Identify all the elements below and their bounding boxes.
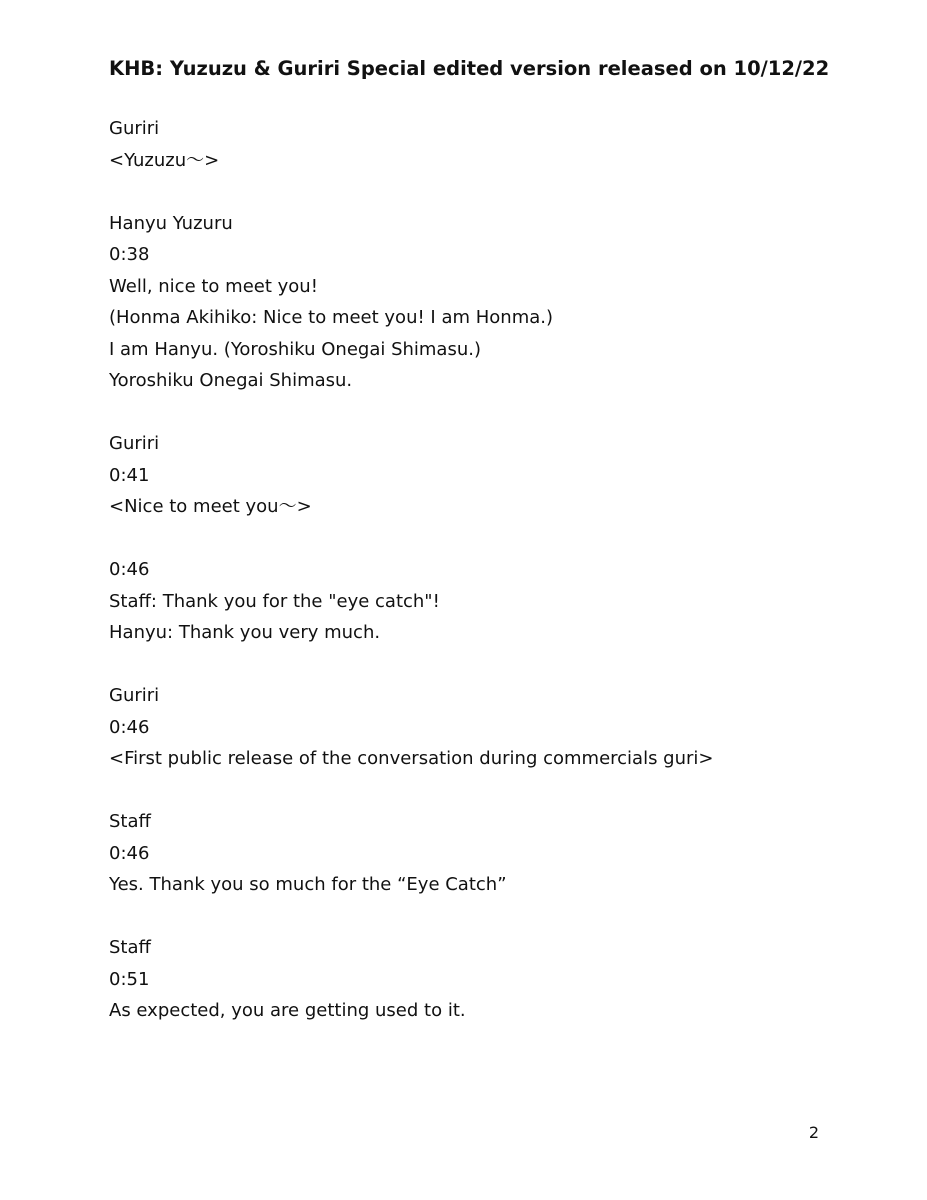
dialogue-line: Hanyu: Thank you very much. (109, 622, 381, 643)
page-title: KHB: Yuzuzu & Guriri Special edited version released on 10/12/22 (109, 57, 830, 80)
transcript-entry (109, 113, 869, 176)
speaker-name: Staff (109, 937, 151, 958)
dialogue-line: <First public release of the conversation during commercials guri> (109, 748, 714, 769)
transcript-entry (109, 806, 869, 901)
dialogue-line: I am Hanyu. (Yoroshiku Onegai Shimasu.) (109, 338, 481, 360)
speaker-name: Guriri (109, 685, 160, 706)
transcript-entry (109, 680, 869, 775)
speaker-name: Guriri (109, 433, 160, 454)
dialogue-line: As expected, you are getting used to it. (109, 1000, 466, 1021)
dialogue-line: Well, nice to meet you! (109, 275, 318, 297)
timestamp: 0:46 (109, 842, 150, 864)
transcript-entry (109, 208, 869, 397)
transcript-entry (109, 932, 869, 1027)
timestamp: 0:46 (109, 559, 150, 580)
dialogue-line: Yoroshiku Onegai Shimasu. (109, 370, 353, 391)
transcript-entry (109, 428, 869, 523)
timestamp: 0:46 (109, 716, 150, 738)
dialogue-line: (Honma Akihiko: Nice to meet you! I am Honma.) (109, 307, 553, 328)
dialogue-line: <Nice to meet you～> (109, 496, 312, 517)
dialogue-line: <Yuzuzu～> (109, 149, 220, 171)
page-number: 2 (808, 1123, 819, 1142)
dialogue-line: Yes. Thank you so much for the “Eye Catch” (109, 874, 507, 895)
transcript-entry (109, 554, 869, 649)
speaker-name: Hanyu Yuzuru (109, 212, 233, 234)
speaker-name: Guriri (109, 118, 160, 139)
timestamp: 0:51 (109, 968, 150, 990)
dialogue-line: Staff: Thank you for the "eye catch"! (109, 590, 440, 612)
timestamp: 0:38 (109, 244, 150, 265)
timestamp: 0:41 (109, 464, 150, 486)
transcript-body (109, 113, 869, 1058)
speaker-name: Staff (109, 811, 151, 832)
